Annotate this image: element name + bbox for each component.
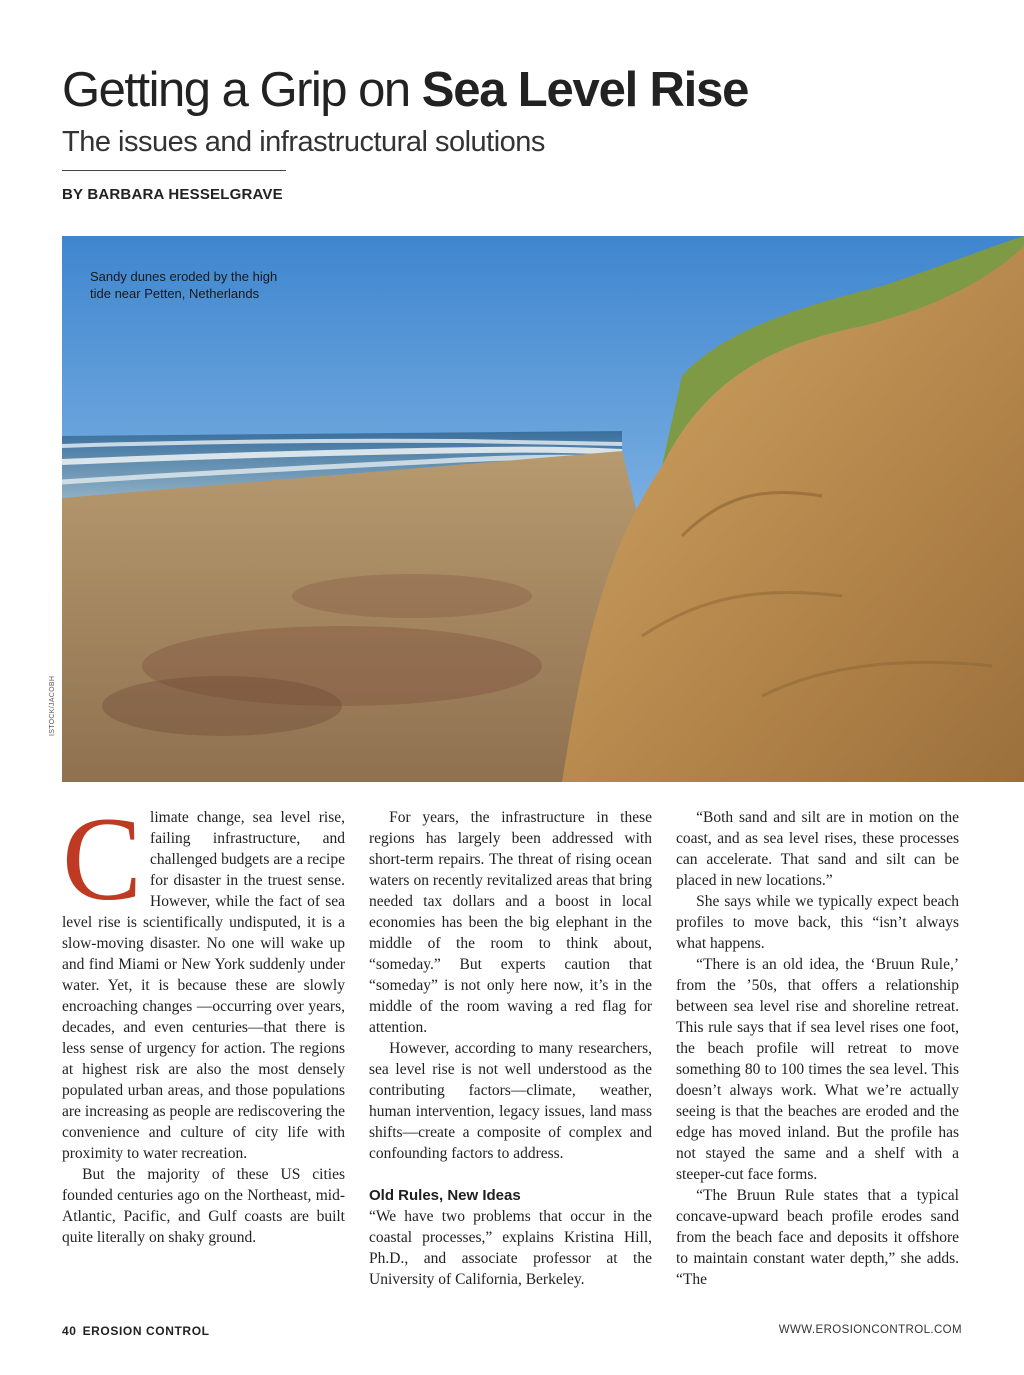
hero-photo <box>62 236 1024 782</box>
website-url: WWW.EROSIONCONTROL.COM <box>778 1324 962 1336</box>
paragraph: However, according to many researchers, sea level rise is not well understood as the contributing factors—climate, weather, human intervention, legacy issues, land mass shifts—create a composite of complex and confounding factors to address. <box>369 1040 652 1162</box>
paragraph: “Both sand and silt are in motion on the coast, and as sea level rises, these processes can accelerate. That sand and silt can be placed in new locations.” <box>676 809 959 889</box>
paragraph: “We have two problems that occur in the coastal processes,” explains Kristina Hill, Ph.D., and associate professor at the University of California, Berkeley. <box>369 1208 652 1288</box>
section-heading: Old Rules, New Ideas <box>369 1187 521 1204</box>
paragraph: “There is an old idea, the ‘Bruun Rule,’ from the ’50s, that offers a relationship between sea level rise and shoreline retreat. This rule says that if sea level rises one foot, the beach profile will retreat to move something 80 to 100 times the sea level. This doesn’t always work. What we’re actually seeing is that the beaches are eroded and the edge has moved inland. But the profile has not stayed the same and a shelf with a steeper-cut face forms. <box>676 956 959 1183</box>
article-subtitle: The issues and infrastructural solutions <box>62 126 545 158</box>
article-title <box>62 64 748 118</box>
title-divider <box>62 170 286 171</box>
article-column-2 <box>369 807 652 1290</box>
paragraph: But the majority of these US cities founded centuries ago on the Northeast, mid-Atlantic, Pacific, and Gulf coasts are built quite literally on shaky ground. <box>62 1166 345 1246</box>
title-bold: Sea Level Rise <box>421 63 749 117</box>
byline: BY BARBARA HESSELGRAVE <box>62 186 283 203</box>
eroded-dunes-image <box>62 236 1024 782</box>
paragraph: For years, the infrastructure in these regions has largely been addressed with short-term repairs. The threat of rising ocean waters on recently revitalized areas that bring needed tax dollars and a boost in local economies has been the big elephant in the middle of the room to think about, “someday.” But experts caution that “someday” is not only here now, it’s in the middle of the room waving a red flag for attention. <box>369 809 652 1036</box>
drop-cap: C <box>62 792 143 925</box>
article-column-3 <box>676 807 959 1290</box>
paragraph: She says while we typically expect beach profiles to move back, this “isn’t always what happens. <box>676 893 959 952</box>
magazine-name: EROSION CONTROL <box>82 1324 210 1338</box>
title-light: Getting a Grip on <box>62 63 422 117</box>
paragraph: “The Bruun Rule states that a typical concave-upward beach profile erodes sand from the beach face and deposits it offshore to maintain constant water depth,” she adds. “The <box>676 1187 959 1288</box>
photo-credit: ISTOCK/JACOBH <box>49 675 56 736</box>
article-column-1 <box>62 792 345 1248</box>
page-number: 40 <box>62 1324 77 1338</box>
paragraph: limate change, sea level rise, failing infrastructure, and challenged budgets are a recipe for disaster in the truest sense. However, while the fact of sea level rise is scientifically undisputed, it is a slow-moving disaster. No one will wake up and find Miami or New York suddenly under water. Yet, it is because these are slowly encroaching changes —occurring over years, decades, and even centuries—that there is less sense of urgency for action. The regions at highest risk are also the most densely populated urban areas, and those populations are increasing as people are rediscovering the convenience and culture of city life with proximity to water recreation. <box>62 809 345 1162</box>
page-footer-left <box>62 1324 210 1338</box>
photo-caption: Sandy dunes eroded by the high tide near Petten, Netherlands <box>90 269 278 301</box>
